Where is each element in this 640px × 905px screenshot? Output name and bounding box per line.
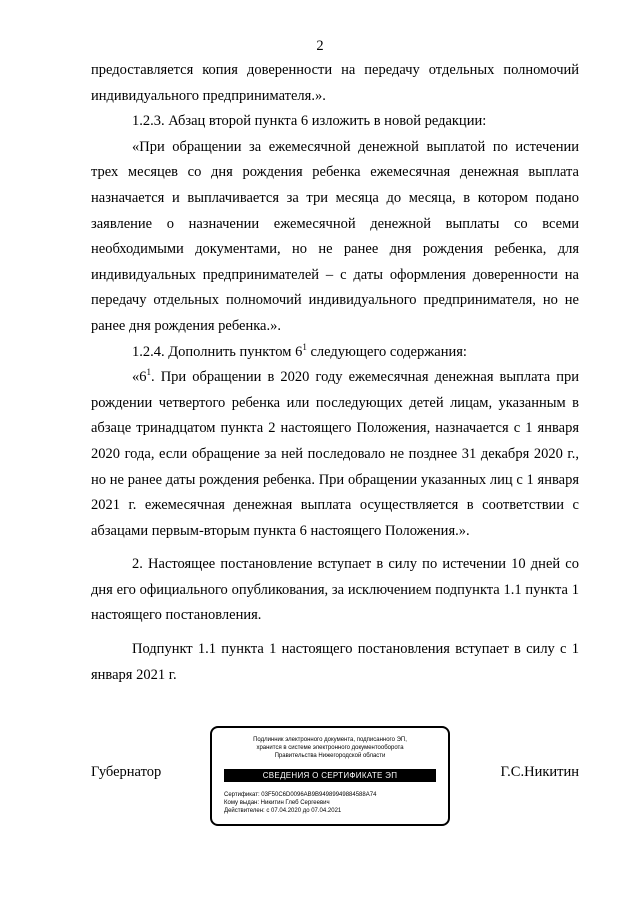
electronic-signature-stamp [210, 726, 450, 826]
stamp-line-2: хранится в системе электронного документооборота [256, 745, 404, 751]
stamp-title-bar: СВЕДЕНИЯ О СЕРТИФИКАТЕ ЭП [224, 769, 436, 782]
stamp-line-1: Подлинник электронного документа, подписанного ЭП, [253, 737, 407, 743]
stamp-owner: Кому выдан: Никитин Глеб Сергеевич [224, 800, 330, 806]
paragraph-7: Подпункт 1.1 пункта 1 настоящего постановления вступает в силу с 1 января 2021 г. [91, 641, 579, 683]
stamp-header [212, 736, 448, 760]
document-body [91, 58, 579, 688]
superscript: 1 [302, 341, 307, 352]
page-number: 2 [316, 38, 324, 54]
paragraph-4-text: 1.2.4. Дополнить пунктом 6 [132, 343, 303, 360]
stamp-certificate-info [224, 791, 442, 815]
paragraph-4-tail: следующего содержания: [306, 343, 467, 360]
stamp-validity: Действителен: с 07.04.2020 до 07.04.2021 [224, 808, 342, 814]
superscript: 1 [146, 367, 151, 378]
paragraph-4 [91, 340, 579, 366]
stamp-line-3: Правительства Нижегородской области [274, 753, 386, 759]
paragraph-6: 2. Настоящее постановление вступает в силу по истечении 10 дней со дня его официального опубликования, за исключением подпункта 1.1 пункта 1 настоящего постановления. [91, 556, 579, 624]
paragraph-5-head: «6 [132, 369, 147, 386]
paragraph-5-text: . При обращении в 2020 году ежемесячная денежная выплата при рождении четвертого ребенка или последующих детей лицам, указанным в абзаце тринадцатом пункта 2 настоящего Положения, назначается с 1 января 2020 года, если обращение за ней последовало не позднее 31 декабря 2020 г., но не ранее даты рождения ребенка. При обращении указанных лиц с 1 января 2021 г. ежемесячная денежная выплата осуществляется в соответствии с абзацами первым-вторым пункта 6 настоящего Положения.». [91, 369, 579, 539]
signature-name: Г.С.Никитин [500, 764, 579, 780]
paragraph-3: «При обращении за ежемесячной денежной выплатой по истечении трех месяцев со дня рождения ребенка ежемесячная денежная выплата назначается и выплачивается за три месяца до месяца, в котором подано заявление о назначении ежемесячной денежной выплаты со всеми необходимыми документами, но не ранее дня рождения ребенка, для индивидуальных предпринимателей – с даты оформления доверенности на передачу отдельных полномочий индивидуального предпринимателя, но не ранее дня рождения ребенка.». [91, 138, 579, 334]
paragraph-5 [91, 365, 579, 544]
signature-position: Губернатор [91, 764, 162, 780]
paragraph-1: предоставляется копия доверенности на передачу отдельных полномочий индивидуального предпринимателя.». [91, 62, 579, 104]
stamp-certificate: Сертификат: 03F50C6D0096AB9B94989949884588A74 [224, 792, 377, 798]
paragraph-2: 1.2.3. Абзац второй пункта 6 изложить в новой редакции: [132, 113, 487, 130]
